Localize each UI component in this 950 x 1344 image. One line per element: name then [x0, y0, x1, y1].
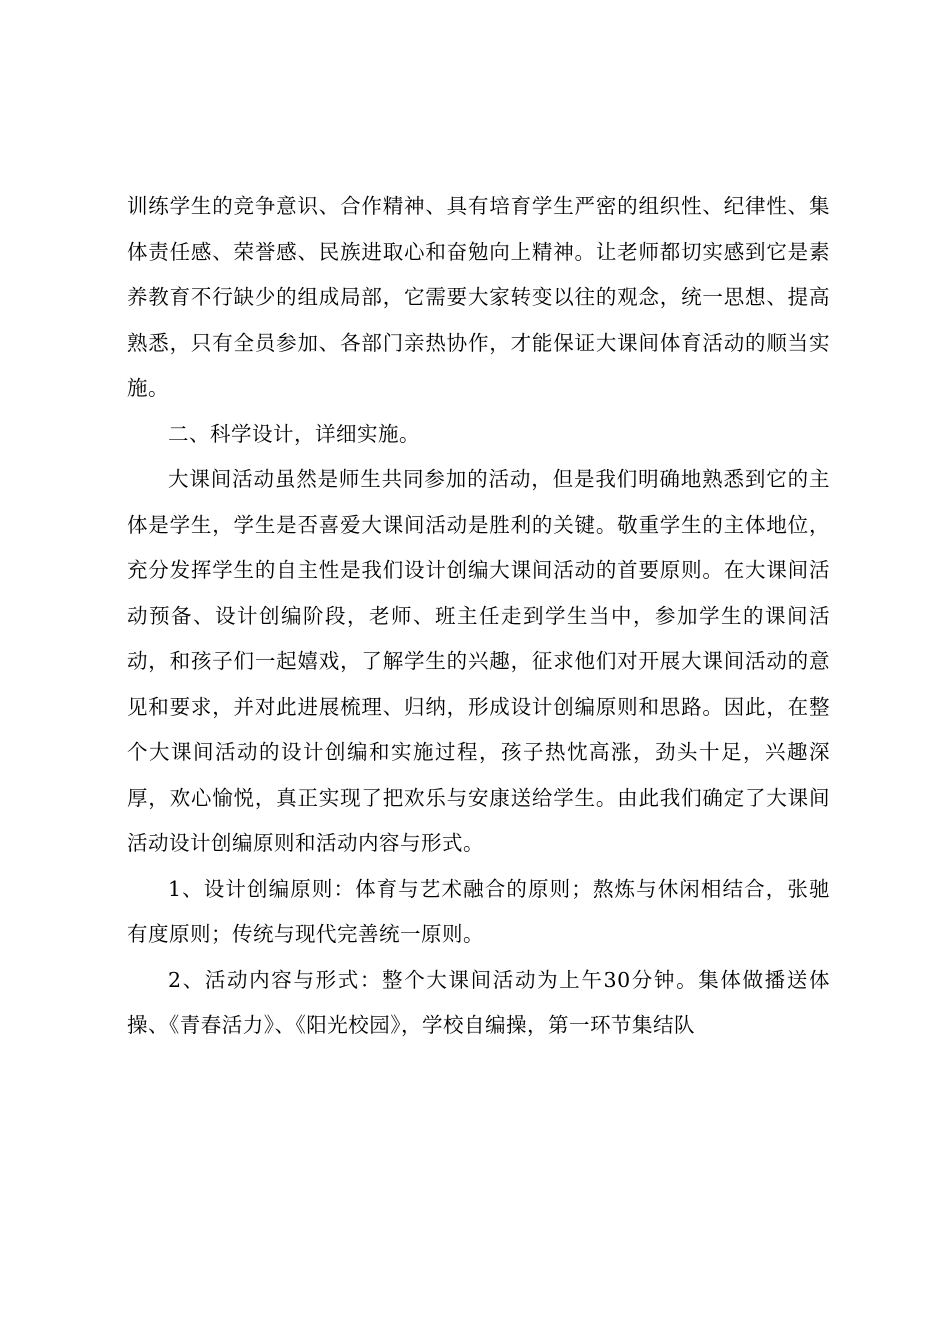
document-page: [127, 184, 830, 1049]
paragraph-3: 大课间活动虽然是师生共同参加的活动，但是我们明确地熟悉到它的主体是学生，学生是否喜爱大课间活动是胜利的关键。敬重学生的主体地位，充分发挥学生的自主性是我们设计创编大课间活动的首要原则。在大课间活动预备、设计创编阶段，老师、班主任走到学生当中，参加学生的课间活动，和孩子们一起嬉戏，了解学生的兴趣，征求他们对开展大课间活动的意见和要求，并对此进展梳理、归纳，形成设计创编原则和思路。因此，在整个大课间活动的设计创编和实施过程，孩子热忱高涨，劲头十足，兴趣深厚，欢心愉悦，真正实现了把欢乐与安康送给学生。由此我们确定了大课间活动设计创编原则和活动内容与形式。: [127, 467, 830, 855]
paragraph-4: 1、设计创编原则：体育与艺术融合的原则；熬炼与休闲相结合，张驰有度原则；传统与现代完善统一原则。: [127, 876, 830, 946]
paragraph-1: 训练学生的竞争意识、合作精神、具有培育学生严密的组织性、纪律性、集体责任感、荣誉感、民族进取心和奋勉向上精神。让老师都切实感到它是素养教育不行缺少的组成局部，它需要大家转变以往的观念，统一思想、提高熟悉，只有全员参加、各部门亲热协作，才能保证大课间体育活动的顺当实施。: [127, 194, 830, 400]
paragraph-5: 2、活动内容与形式：整个大课间活动为上午30分钟。集体做播送体操、《青春活力》、《阳光校园》，学校自编操，第一环节集结队: [127, 967, 830, 1037]
paragraph-2-heading: 二、科学设计，详细实施。: [168, 421, 420, 446]
